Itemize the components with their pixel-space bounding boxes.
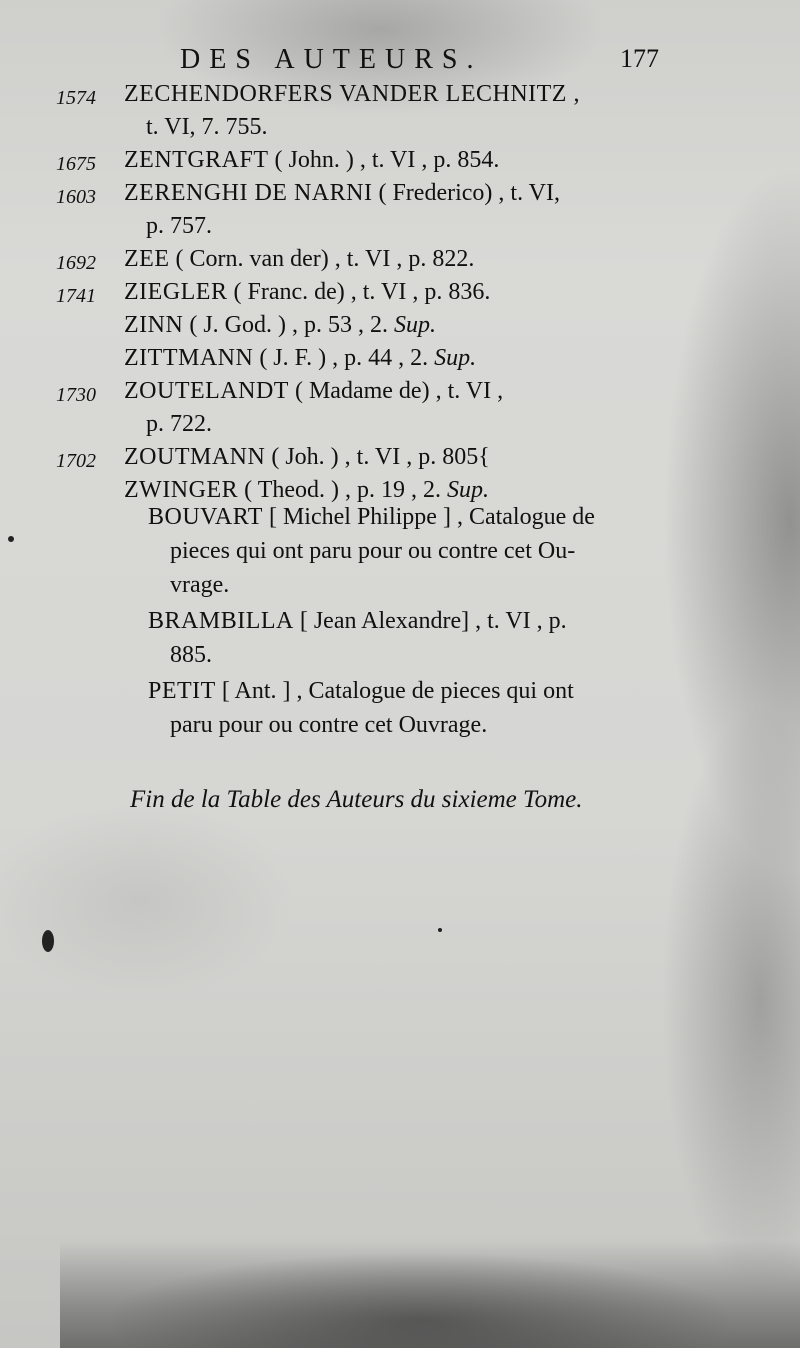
appendix-line (148, 674, 708, 708)
entry-line (50, 276, 690, 309)
entry-reference: ( Joh. ) , t. VI , p. 805{ (271, 444, 490, 470)
index-entry (50, 375, 690, 441)
entry-reference: ( Frederico) , t. VI, (378, 180, 560, 206)
entry-name: ZOUTELANDT (124, 378, 289, 404)
entry-line (50, 342, 690, 375)
supplement-mark: Sup. (393, 312, 436, 338)
entry-line (50, 309, 690, 342)
entry-reference: ( J. F. ) , p. 44 , 2. (259, 345, 429, 371)
appendix-continuation: 885. (170, 642, 212, 668)
entry-year: 1603 (56, 186, 96, 208)
appendix-entry (148, 500, 708, 602)
running-head: DES AUTEURS. (180, 44, 483, 75)
index-entry (50, 78, 690, 144)
entry-line (50, 441, 690, 474)
entry-year: 1730 (56, 384, 96, 406)
appendix-name: PETIT (148, 678, 216, 704)
index-entry (50, 243, 690, 276)
appendix-continuation: pieces qui ont paru pour ou contre cet Ou- (170, 538, 576, 564)
entry-name: ZOUTMANN (124, 444, 266, 470)
entry-name: ZIEGLER (124, 279, 228, 305)
appendix-text: [ Jean Alexandre] , t. VI , p. (299, 608, 567, 634)
entry-name: ZENTGRAFT (124, 147, 269, 173)
entry-name: ZITTMANN (124, 345, 254, 371)
entry-name: ZWINGER (124, 477, 239, 503)
colophon: Fin de la Table des Auteurs du sixieme Tome. (130, 786, 583, 813)
entry-line (50, 144, 690, 177)
appendix-line (148, 500, 708, 534)
entry-name: ZECHENDORFERS VANDER LECHNITZ , (124, 81, 580, 107)
ink-spot (8, 536, 14, 542)
entry-continuation: p. 722. (146, 411, 212, 437)
index-entry (50, 177, 690, 243)
entry-year: 1741 (56, 285, 96, 307)
appendix-line (148, 604, 708, 638)
entry-continuation: t. VI, 7. 755. (146, 114, 268, 140)
appendix-continuation: paru pour ou contre cet Ouvrage. (170, 712, 488, 738)
page-number: 177 (620, 44, 659, 73)
index-entry (50, 342, 690, 375)
entry-reference: ( Franc. de) , t. VI , p. 836. (233, 279, 491, 305)
ink-spot (438, 928, 442, 932)
appendix-entry (148, 674, 708, 742)
index-entry (50, 309, 690, 342)
entry-name: ZERENGHI DE NARNI (124, 180, 373, 206)
supplement-mark: Sup. (447, 477, 490, 503)
author-index-list (50, 78, 690, 507)
entry-reference: ( Corn. van der) , t. VI , p. 822. (175, 246, 475, 272)
entry-reference: ( Madame de) , t. VI , (294, 378, 504, 404)
entry-line (50, 177, 690, 210)
entry-year: 1574 (56, 87, 96, 109)
appendix-list (148, 500, 708, 744)
index-entry (50, 441, 690, 474)
entry-line (50, 375, 690, 408)
index-entry (50, 144, 690, 177)
entry-name: ZINN (124, 312, 184, 338)
entry-continuation: p. 757. (146, 213, 212, 239)
supplement-mark: Sup. (434, 345, 477, 371)
entry-reference: ( J. God. ) , p. 53 , 2. (189, 312, 388, 338)
entry-reference: ( Theod. ) , p. 19 , 2. (244, 477, 442, 503)
appendix-text: [ Ant. ] , Catalogue de pieces qui ont (221, 678, 574, 704)
entry-line (50, 78, 690, 111)
entry-line (50, 243, 690, 276)
page-shadow (60, 1240, 800, 1348)
appendix-name: BOUVART (148, 504, 263, 530)
ink-spot (42, 930, 54, 952)
entry-year: 1675 (56, 153, 96, 175)
entry-reference: ( John. ) , t. VI , p. 854. (274, 147, 500, 173)
appendix-continuation: vrage. (170, 572, 230, 598)
entry-name: ZEE (124, 246, 170, 272)
appendix-text: [ Michel Philippe ] , Catalogue de (268, 504, 595, 530)
appendix-name: BRAMBILLA (148, 608, 294, 634)
entry-year: 1702 (56, 450, 96, 472)
index-entry (50, 276, 690, 309)
entry-year: 1692 (56, 252, 96, 274)
appendix-entry (148, 604, 708, 672)
